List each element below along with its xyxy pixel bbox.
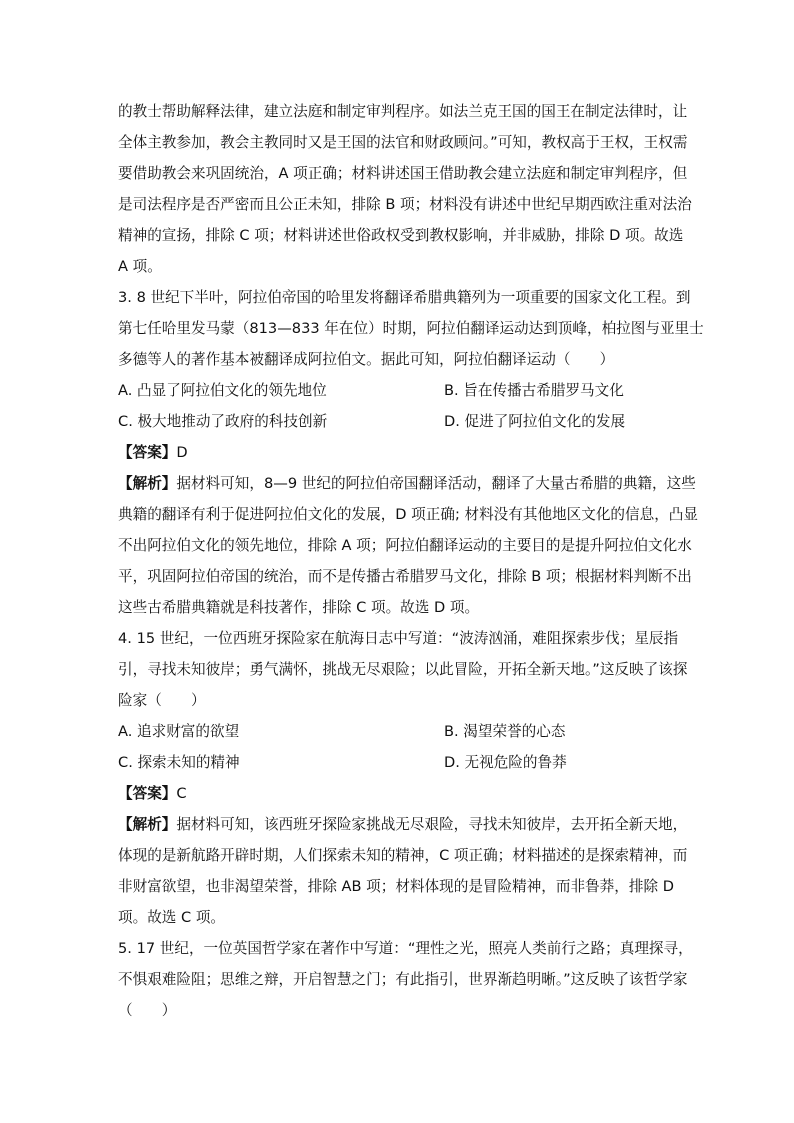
answer-text: 据材料可知，该西班牙探险家挑战无尽艰险，寻找未知彼岸，去开拓全新天地，: [176, 816, 688, 833]
section-label: 【答案】: [118, 444, 177, 461]
answer-option: C. 极大地推动了政府的科技创新: [118, 413, 328, 430]
text-line: 是司法程序是否严密而且公正未知，排除 B 项；材料没有讲述中世纪早期西欧注重对法治: [118, 196, 692, 213]
section-label: 【解析】: [118, 816, 177, 833]
text-line: 不惧艰难险阻；思维之辩，开启智慧之门；有此指引，世界渐趋明晰。”这反映了该哲学家: [118, 971, 688, 988]
text-line: 体现的是新航路开辟时期，人们探索未知的精神，C 项正确；材料描述的是探索精神，而: [118, 847, 688, 864]
text-line: 引，寻找未知彼岸；勇气满怀，挑战无尽艰险；以此冒险，开拓全新天地。”这反映了该探: [118, 661, 688, 678]
text-line: 第七任哈里发马蒙（813—833 年在位）时期，阿拉伯翻译运动达到顶峰，柏拉图与亚里士: [118, 320, 704, 337]
answer-option: B. 渴望荣誉的心态: [444, 723, 566, 740]
answer-option: A. 追求财富的欲望: [118, 723, 240, 740]
answer-text: D: [176, 444, 188, 461]
answer-options-row: [118, 406, 678, 437]
answer-option: A. 凸显了阿拉伯文化的领先地位: [118, 382, 327, 399]
text-line: 全体主教参加，教会主教同时又是王国的法官和财政顾问。”可知，教权高于王权，王权需: [118, 134, 688, 151]
text-line: 典籍的翻译有利于促进阿拉伯文化的发展，D 项正确; 材料没有其他地区文化的信息，凸显: [118, 506, 698, 523]
answer-option: D. 无视危险的鲁莽: [444, 754, 567, 771]
answer-option: B. 旨在传播古希腊罗马文化: [444, 382, 624, 399]
section-label: 【解析】: [118, 475, 177, 492]
text-line: 险家（ ）: [118, 692, 206, 709]
document-page: [118, 96, 704, 1026]
text-line: A 项。: [118, 258, 162, 275]
text-line: 非财富欲望，也非渴望荣誉，排除 AB 项；材料体现的是冒险精神，而非鲁莽，排除 D: [118, 878, 674, 895]
text-line: （ ）: [118, 1002, 177, 1019]
answer-line: [118, 809, 688, 840]
answer-line: [118, 468, 696, 499]
text-line: 4. 15 世纪，一位西班牙探险家在航海日志中写道：“波涛汹涌，难阻探索步伐；星辰指: [118, 630, 679, 647]
text-line: 精神的宣扬，排除 C 项；材料讲述世俗政权受到教权影响，并非威胁，排除 D 项。故选: [118, 227, 684, 244]
answer-option: C. 探索未知的精神: [118, 754, 240, 771]
text-line: 多德等人的著作基本被翻译成阿拉伯文。据此可知，阿拉伯翻译运动（ ）: [118, 351, 615, 368]
text-line: 5. 17 世纪，一位英国哲学家在著作中写道：“理性之光，照亮人类前行之路；真理探寻，: [118, 940, 693, 957]
text-line: 项。故选 C 项。: [118, 909, 226, 926]
answer-options-row: [118, 716, 678, 747]
answer-line: [118, 778, 678, 809]
answer-options-row: [118, 375, 678, 406]
section-label: 【答案】: [118, 785, 177, 802]
answer-option: D. 促进了阿拉伯文化的发展: [444, 413, 626, 430]
text-line: 要借助教会来巩固统治，A 项正确；材料讲述国王借助教会建立法庭和制定审判程序，但: [118, 165, 688, 182]
answer-options-row: [118, 747, 678, 778]
text-line: 的教士帮助解释法律，建立法庭和制定审判程序。如法兰克王国的国王在制定法律时，让: [118, 103, 688, 120]
text-line: 这些古希腊典籍就是科技著作，排除 C 项。故选 D 项。: [118, 599, 480, 616]
text-line: 3. 8 世纪下半叶，阿拉伯帝国的哈里发将翻译希腊典籍列为一项重要的国家文化工程。到: [118, 289, 691, 306]
answer-text: C: [176, 785, 187, 802]
answer-text: 据材料可知，8—9 世纪的阿拉伯帝国翻译活动，翻译了大量古希腊的典籍，这些: [176, 475, 696, 492]
text-line: 不出阿拉伯文化的领先地位，排除 A 项；阿拉伯翻译运动的主要目的是提升阿拉伯文化水: [118, 537, 692, 554]
text-line: 平，巩固阿拉伯帝国的统治，而不是传播古希腊罗马文化，排除 B 项；根据材料判断不出: [118, 568, 692, 585]
answer-line: [118, 437, 678, 468]
